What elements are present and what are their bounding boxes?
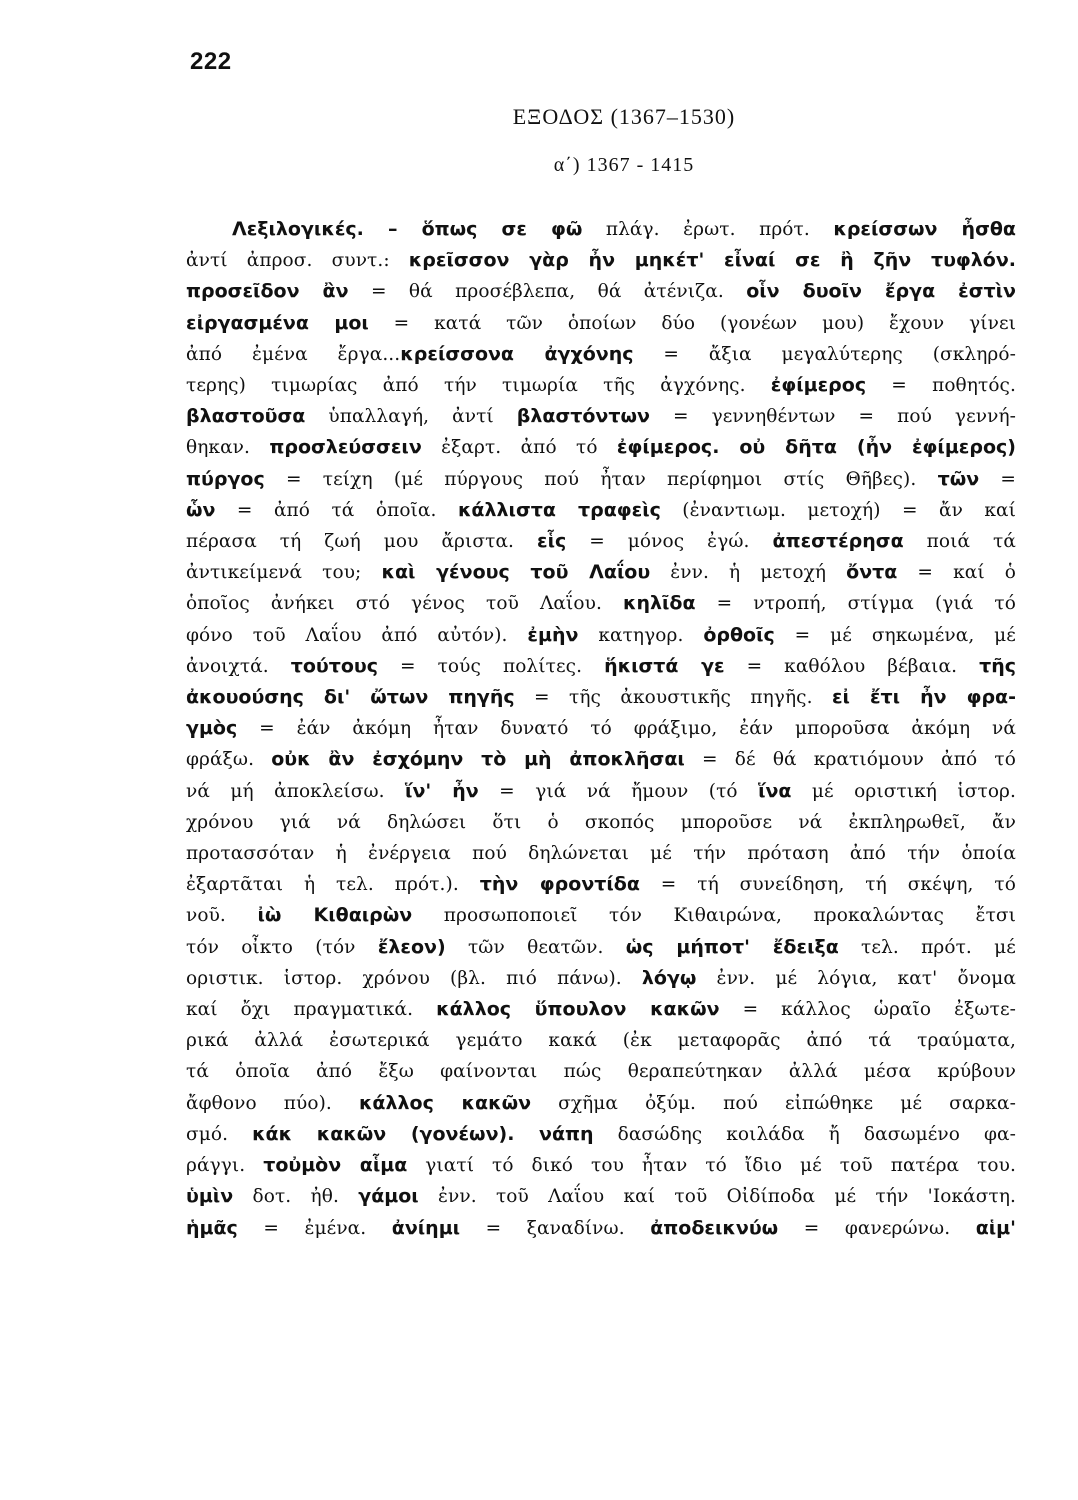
lemma-term: γμὸς xyxy=(186,717,238,740)
gloss-text: κατηγορ. xyxy=(578,624,704,646)
lemma-term: ἀνίημι xyxy=(391,1216,461,1239)
lemma-term: ὄντα xyxy=(846,561,898,584)
lemma-term: κάλλος κακῶν xyxy=(358,1091,532,1114)
text-line xyxy=(186,838,1016,869)
gloss-text: = xyxy=(979,468,1016,490)
lemma-term: ἀπεστέρησα xyxy=(772,530,904,553)
glossary-body xyxy=(186,214,1016,1244)
gloss-text: = δέ θά κρατιόμουν ἀπό τό xyxy=(684,749,1016,771)
lemma-term: βλαστόντων xyxy=(516,405,650,428)
chapter-title: ΕΞΟΔΟΣ (1367–1530) xyxy=(512,104,736,129)
gloss-text: τερης) τιμωρίας ἀπό τήν τιμωρία τῆς ἀγχόνης. xyxy=(186,375,771,397)
gloss-text: = τείχη (μέ πύργους πού ἦταν περίφημοι στίς Θῆβες). xyxy=(264,468,938,490)
text-line xyxy=(186,682,1016,713)
text-line xyxy=(186,1213,1016,1244)
lemma-term: γάμοι xyxy=(358,1185,419,1208)
section-subtitle: α΄) 1367 - 1415 xyxy=(553,154,695,176)
lemma-term: τοὐμὸν αἷμα xyxy=(263,1154,408,1177)
text-line xyxy=(186,1150,1016,1181)
gloss-text: = τούς πολίτες. xyxy=(378,655,605,677)
gloss-text: τελ. πρότ. μέ xyxy=(838,936,1016,958)
gloss-text: τόν οἶκτο (τόν xyxy=(186,936,378,958)
lemma-term: κρεῖσσον γὰρ ἦν μηκέτ' εἶναί σε ἢ ζῆν τυφλόν. xyxy=(408,249,1016,272)
lemma-term: ἰὼ Κιθαιρὼν xyxy=(257,904,413,927)
lemma-term: προσεῖδον ἂν xyxy=(186,280,349,303)
lemma-term: κηλῖδα xyxy=(622,592,696,615)
lemma-term: εἰ ἔτι ἦν φρα- xyxy=(831,686,1016,709)
gloss-text: ἐνν. ἡ μετοχή xyxy=(650,562,847,584)
gloss-text: θηκαν. xyxy=(186,437,270,459)
gloss-text: ἀντί ἀπροσ. συντ.: xyxy=(186,250,409,272)
gloss-text: (ἐναντιωμ. μετοχή) = ἄν καί xyxy=(660,499,1016,521)
gloss-text: ποιά τά xyxy=(903,531,1016,553)
gloss-text: = γιά νά ἤμουν (τό xyxy=(478,780,759,802)
text-line xyxy=(186,776,1016,807)
lemma-term: κρείσσων ἦσθα xyxy=(833,218,1016,240)
text-line xyxy=(186,557,1016,588)
gloss-text: ἐνν. μέ λόγια, κατ' ὄνομα xyxy=(696,967,1016,989)
gloss-text: ὑπαλλαγή, ἀντί xyxy=(305,406,517,428)
gloss-text: προτασσόταν ἡ ἐνέργεια πού δηλώνεται μέ τήν πρόταση ἀπό τήν ὁποία xyxy=(186,843,1016,865)
gloss-text: δοτ. ἠθ. xyxy=(233,1186,359,1208)
gloss-text: = ἀπό τά ὁποῖα. xyxy=(215,499,458,521)
lemma-term: καὶ γένους τοῦ Λαΐου xyxy=(381,561,651,584)
gloss-text: δασώδης κοιλάδα ἤ δασωμένο φα- xyxy=(593,1123,1016,1145)
text-line xyxy=(186,308,1016,339)
lemma-term: εἷς xyxy=(537,530,567,553)
lemma-term: ἡμᾶς xyxy=(186,1216,238,1239)
text-line xyxy=(186,276,1016,307)
gloss-text: = θά προσέβλεπα, θά ἀτένιζα. xyxy=(348,281,747,303)
lemma-term: ὀρθοῖς xyxy=(703,623,775,646)
gloss-text: = ἐμένα. xyxy=(237,1217,392,1239)
text-line xyxy=(186,744,1016,775)
gloss-text: = γεννηθέντων = πού γεννή- xyxy=(649,406,1016,428)
lemma-term: ἵν' ἦν xyxy=(405,779,479,802)
gloss-text: πλάγ. ἐρωτ. πρότ. xyxy=(582,219,834,240)
gloss-text: ἄφθονο πύο). xyxy=(186,1092,359,1114)
gloss-text: = μόνος ἐγώ. xyxy=(566,531,773,553)
lemma-term: ἀκουούσης δι' ὤτων πηγῆς xyxy=(186,686,515,709)
page-number: 222 xyxy=(190,48,232,75)
lemma-term: ἵνα xyxy=(758,779,792,802)
gloss-text: = φανερώνω. xyxy=(778,1217,976,1239)
gloss-text: ἀπό ἐμένα ἔργα... xyxy=(186,343,401,365)
gloss-text: ρικά ἀλλά ἐσωτερικά γεμάτο κακά (ἐκ μεταφορᾶς ἀπό τά τραύματα, xyxy=(186,1030,1016,1052)
text-line xyxy=(186,932,1016,963)
gloss-text: ἐνν. τοῦ Λαΐου καί τοῦ Οἰδίποδα μέ τήν 'Ιοκάστη. xyxy=(418,1186,1016,1208)
text-line xyxy=(186,464,1016,495)
lemma-term: ἐμὴν xyxy=(527,623,579,646)
text-line xyxy=(186,214,1016,245)
text-line xyxy=(186,370,1016,401)
lemma-term: εἰργασμένα μοι xyxy=(186,311,369,334)
gloss-text: ράγγι. xyxy=(186,1155,264,1177)
lemma-term: ἥκιστά γε xyxy=(604,654,725,677)
lemma-term: τῶν xyxy=(937,467,980,490)
gloss-text: μέ οριστική ἱστορ. xyxy=(791,780,1017,802)
text-line xyxy=(186,900,1016,931)
lemma-term: ὡς μήποτ' ἔδειξα xyxy=(625,935,839,958)
text-line xyxy=(186,869,1016,900)
text-line xyxy=(186,994,1016,1025)
lemma-term: ἀποδεικνύω xyxy=(650,1216,779,1239)
text-line xyxy=(186,245,1016,276)
text-line xyxy=(186,620,1016,651)
gloss-text: = ποθητός. xyxy=(866,375,1016,397)
lemma-term: αἱμ' xyxy=(975,1216,1016,1239)
gloss-text: χρόνου γιά νά δηλώσει ὅτι ὁ σκοπός μποροῦσε νά ἐκπληρωθεῖ, ἄν xyxy=(186,811,1016,833)
text-line xyxy=(186,651,1016,682)
gloss-text: ἐξαρτᾶται ἡ τελ. πρότ.). xyxy=(186,874,480,896)
lemma-term: βλαστοῦσα xyxy=(186,405,306,428)
lemma-term: τῆς xyxy=(979,654,1016,677)
lemma-term: ὧν xyxy=(186,498,216,521)
text-line xyxy=(186,495,1016,526)
lemma-term: ἔλεον) xyxy=(377,935,446,958)
lemma-term: κάλλιστα τραφεὶς xyxy=(457,498,661,521)
gloss-text: = τῆς ἀκουστικῆς πηγῆς. xyxy=(514,687,832,709)
text-line xyxy=(186,432,1016,463)
text-line xyxy=(186,713,1016,744)
lemma-term: ἐφίμερος. οὐ δῆτα (ἦν ἐφίμερος) xyxy=(616,436,1016,459)
lemma-term: κάλλος ὕπουλον κακῶν xyxy=(436,998,720,1021)
gloss-text: = τή συνείδηση, τή σκέψη, τό xyxy=(639,874,1016,896)
gloss-text: ὁποῖος ἀνήκει στό γένος τοῦ Λαΐου. xyxy=(186,593,623,615)
gloss-text: οριστικ. ἱστορ. χρόνου (βλ. πιό πάνω). xyxy=(186,967,642,989)
gloss-text: = ἐάν ἀκόμη ἦταν δυνατό τό φράξιμο, ἐάν μποροῦσα ἀκόμη νά xyxy=(237,718,1016,740)
gloss-text: καί ὄχι πραγματικά. xyxy=(186,999,437,1021)
lemma-term: τὴν φροντίδα xyxy=(479,873,640,896)
lemma-term: Λεξιλογικές. – ὅπως σε φῶ xyxy=(232,218,583,240)
gloss-text: σχῆμα ὀξύμ. πού εἰπώθηκε μέ σαρκα- xyxy=(531,1092,1017,1114)
gloss-text: ἐξαρτ. ἀπό τό xyxy=(421,437,617,459)
gloss-text: ἀντικείμενά του; xyxy=(186,562,382,584)
gloss-text: νοῦ. xyxy=(186,905,258,927)
text-line xyxy=(186,588,1016,619)
gloss-text: προσωποποιεῖ τόν Κιθαιρώνα, προκαλώντας ἔτσι xyxy=(412,905,1016,927)
lemma-term: κάκ κακῶν (γονέων). νάπη xyxy=(252,1122,594,1145)
gloss-text: = ἄξια μεγαλύτερης (σκληρό- xyxy=(633,343,1016,365)
lemma-term: κρείσσονα ἀγχόνης xyxy=(400,342,634,365)
text-line xyxy=(186,339,1016,370)
gloss-text: γιατί τό δικό του ἦταν τό ἴδιο μέ τοῦ πατέρα του. xyxy=(407,1155,1017,1177)
lemma-term: ἐφίμερος xyxy=(770,374,867,397)
gloss-text: φράξω. xyxy=(186,749,272,771)
text-line xyxy=(186,807,1016,838)
text-line xyxy=(186,401,1016,432)
gloss-text: = κάλλος ὡραῖο ἐξωτε- xyxy=(719,999,1016,1021)
gloss-text: = καθόλου βέβαια. xyxy=(724,655,980,677)
lemma-term: προσλεύσσειν xyxy=(269,436,422,459)
text-line xyxy=(186,526,1016,557)
text-line xyxy=(186,1088,1016,1119)
lemma-term: ὑμὶν xyxy=(186,1185,234,1208)
text-line xyxy=(186,1056,1016,1087)
lemma-term: οὐκ ἂν ἐσχόμην τὸ μὴ ἀποκλῆσαι xyxy=(271,748,685,771)
gloss-text: = ξαναδίνω. xyxy=(460,1217,651,1239)
gloss-text: = κατά τῶν ὁποίων δύο (γονέων μου) ἔχουν γίνει xyxy=(368,312,1016,334)
text-line xyxy=(186,1119,1016,1150)
gloss-text: = μέ σηκωμένα, μέ xyxy=(774,624,1016,646)
gloss-text: = ντροπή, στίγμα (γιά τό xyxy=(695,593,1016,615)
gloss-text: πέρασα τή ζωή μου ἄριστα. xyxy=(186,531,537,553)
gloss-text: σμό. xyxy=(186,1123,253,1145)
lemma-term: οἷν δυοῖν ἔργα ἐστὶν xyxy=(746,280,1017,303)
lemma-term: τούτους xyxy=(290,654,379,677)
text-line xyxy=(186,1025,1016,1056)
lemma-term: λόγῳ xyxy=(641,966,697,989)
gloss-text: ἀνοιχτά. xyxy=(186,655,291,677)
text-line xyxy=(186,1181,1016,1212)
gloss-text: τά ὁποῖα ἀπό ἔξω φαίνονται πώς θεραπεύτηκαν ἀλλά μέσα κρύβουν xyxy=(186,1061,1016,1083)
gloss-text: τῶν θεατῶν. xyxy=(445,936,626,958)
gloss-text: νά μή ἀποκλείσω. xyxy=(186,780,406,802)
lemma-term: πύργος xyxy=(186,467,265,490)
gloss-text: φόνο τοῦ Λαΐου ἀπό αὐτόν). xyxy=(186,624,528,646)
gloss-text: = καί ὁ xyxy=(897,562,1016,584)
text-line xyxy=(186,963,1016,994)
